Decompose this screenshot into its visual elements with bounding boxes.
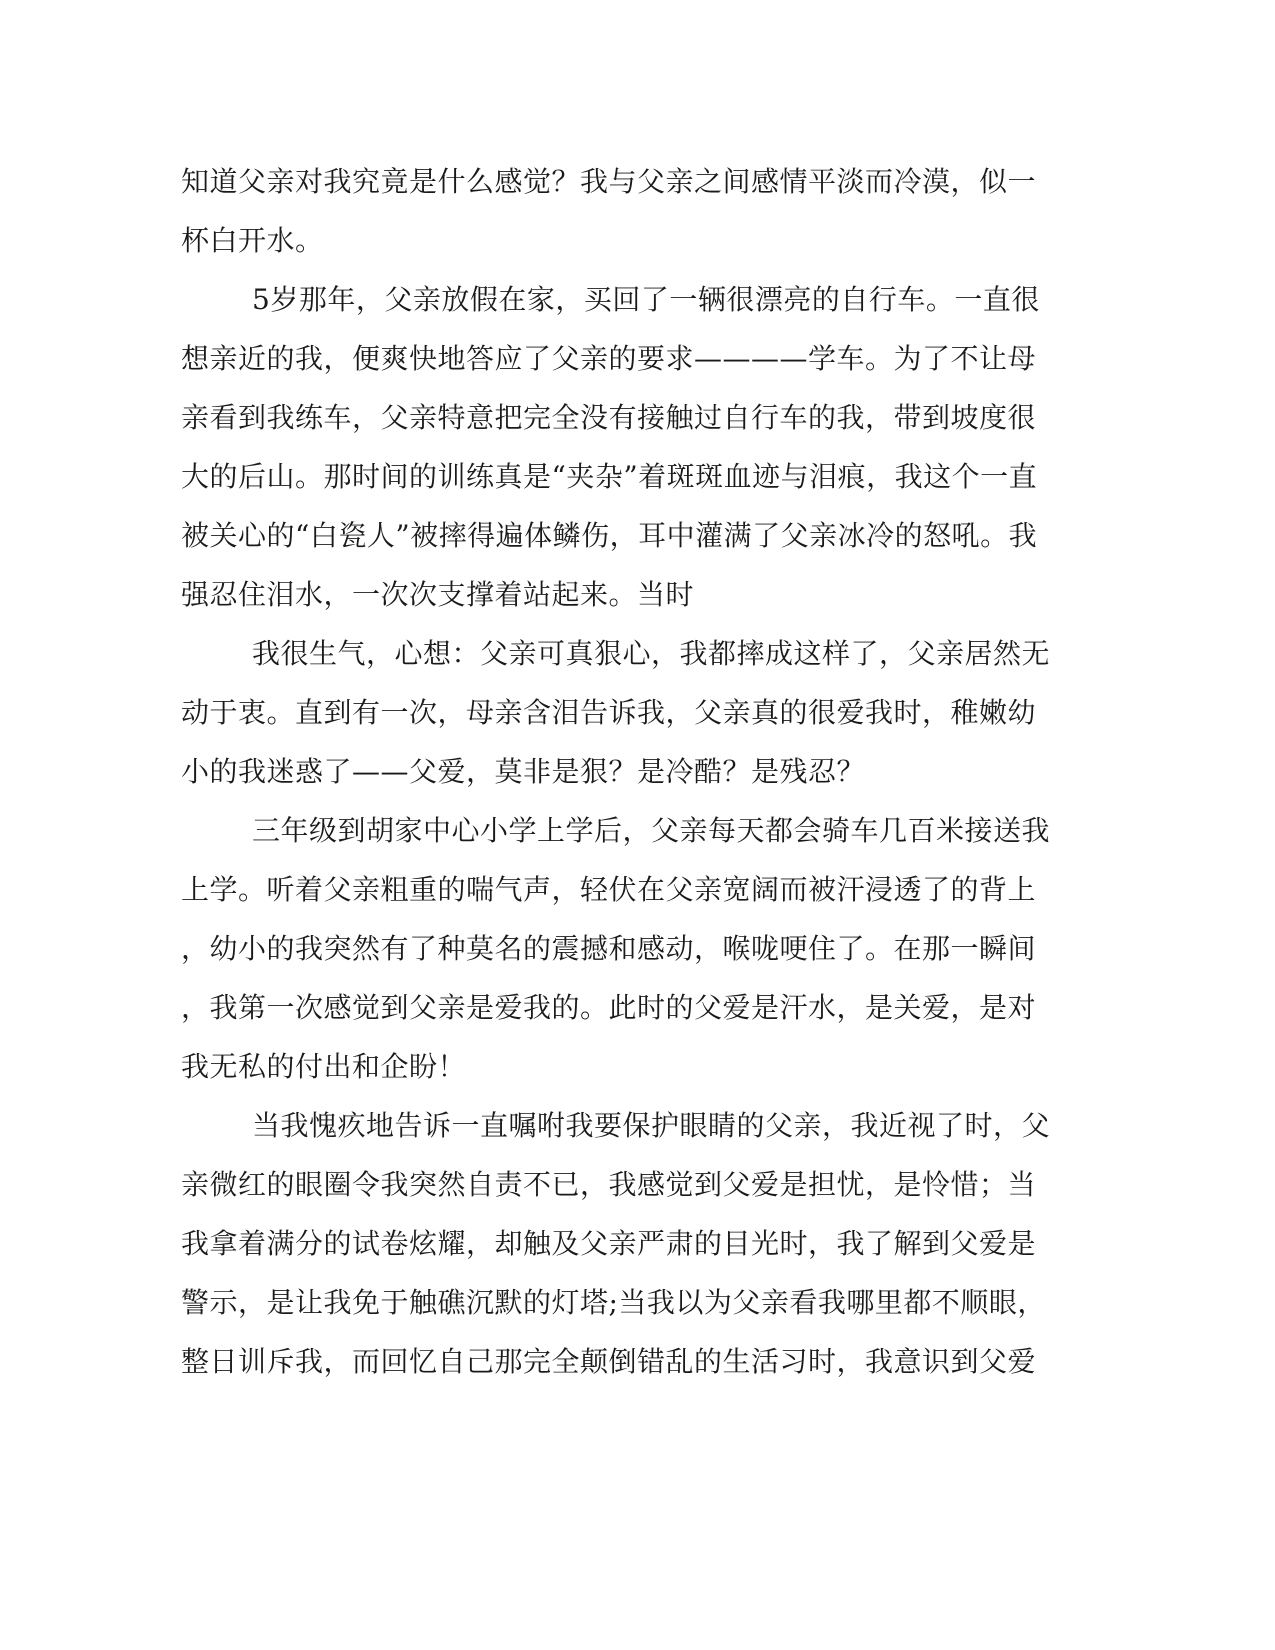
text-line: 杯白开水。 (181, 224, 324, 257)
text-line: 当我愧疚地告诉一直嘱咐我要保护眼睛的父亲，我近视了时，父 (252, 1109, 1051, 1142)
body-text (181, 152, 1051, 1391)
text-line: 被关心的“白瓷人”被摔得遍体鳞伤，耳中灌满了父亲冰冷的怒吼。我 (181, 519, 1038, 552)
text-line: 亲微红的眼圈令我突然自责不已，我感觉到父爱是担忧，是怜惜；当 (181, 1168, 1037, 1201)
text-line: 我拿着满分的试卷炫耀，却触及父亲严肃的目光时，我了解到父爱是 (181, 1227, 1037, 1260)
text-line: 上学。听着父亲粗重的喘气声，轻伏在父亲宽阔而被汗浸透了的背上 (181, 873, 1037, 906)
text-line: ，幼小的我突然有了种莫名的震撼和感动，喉咙哽住了。在那一瞬间 (181, 932, 1037, 965)
text-line: 整日训斥我，而回忆自己那完全颠倒错乱的生活习时，我意识到父爱 (181, 1345, 1037, 1378)
text-line: 大的后山。那时间的训练真是“夹杂”着斑斑血迹与泪痕，我这个一直 (181, 460, 1038, 493)
text-line: 小的我迷惑了——父爱，莫非是狠？是冷酷？是残忍？ (181, 755, 866, 788)
text-line: 动于衷。直到有一次，母亲含泪告诉我，父亲真的很爱我时，稚嫩幼 (181, 696, 1037, 729)
text-line: 警示，是让我免于触礁沉默的灯塔;当我以为父亲看我哪里都不顺眼， (181, 1286, 1046, 1319)
text-line: 亲看到我练车，父亲特意把完全没有接触过自行车的我，带到坡度很 (181, 401, 1037, 434)
text-line: 知道父亲对我究竟是什么感觉？我与父亲之间感情平淡而冷漠，似一 (181, 165, 1037, 198)
text-line: 想亲近的我，便爽快地答应了父亲的要求————学车。为了不让母 (181, 342, 1037, 375)
text-line: 我无私的付出和企盼！ (181, 1050, 467, 1083)
text-line: 三年级到胡家中心小学上学后，父亲每天都会骑车几百米接送我 (252, 814, 1051, 847)
text-line: 强忍住泪水，一次次支撑着站起来。当时 (181, 578, 695, 611)
text-line: 5岁那年，父亲放假在家，买回了一辆很漂亮的自行车。一直很 (252, 283, 1040, 316)
text-line: 我很生气，心想：父亲可真狠心，我都摔成这样了，父亲居然无 (252, 637, 1051, 670)
text-line: ，我第一次感觉到父亲是爱我的。此时的父爱是汗水，是关爱，是对 (181, 991, 1037, 1024)
